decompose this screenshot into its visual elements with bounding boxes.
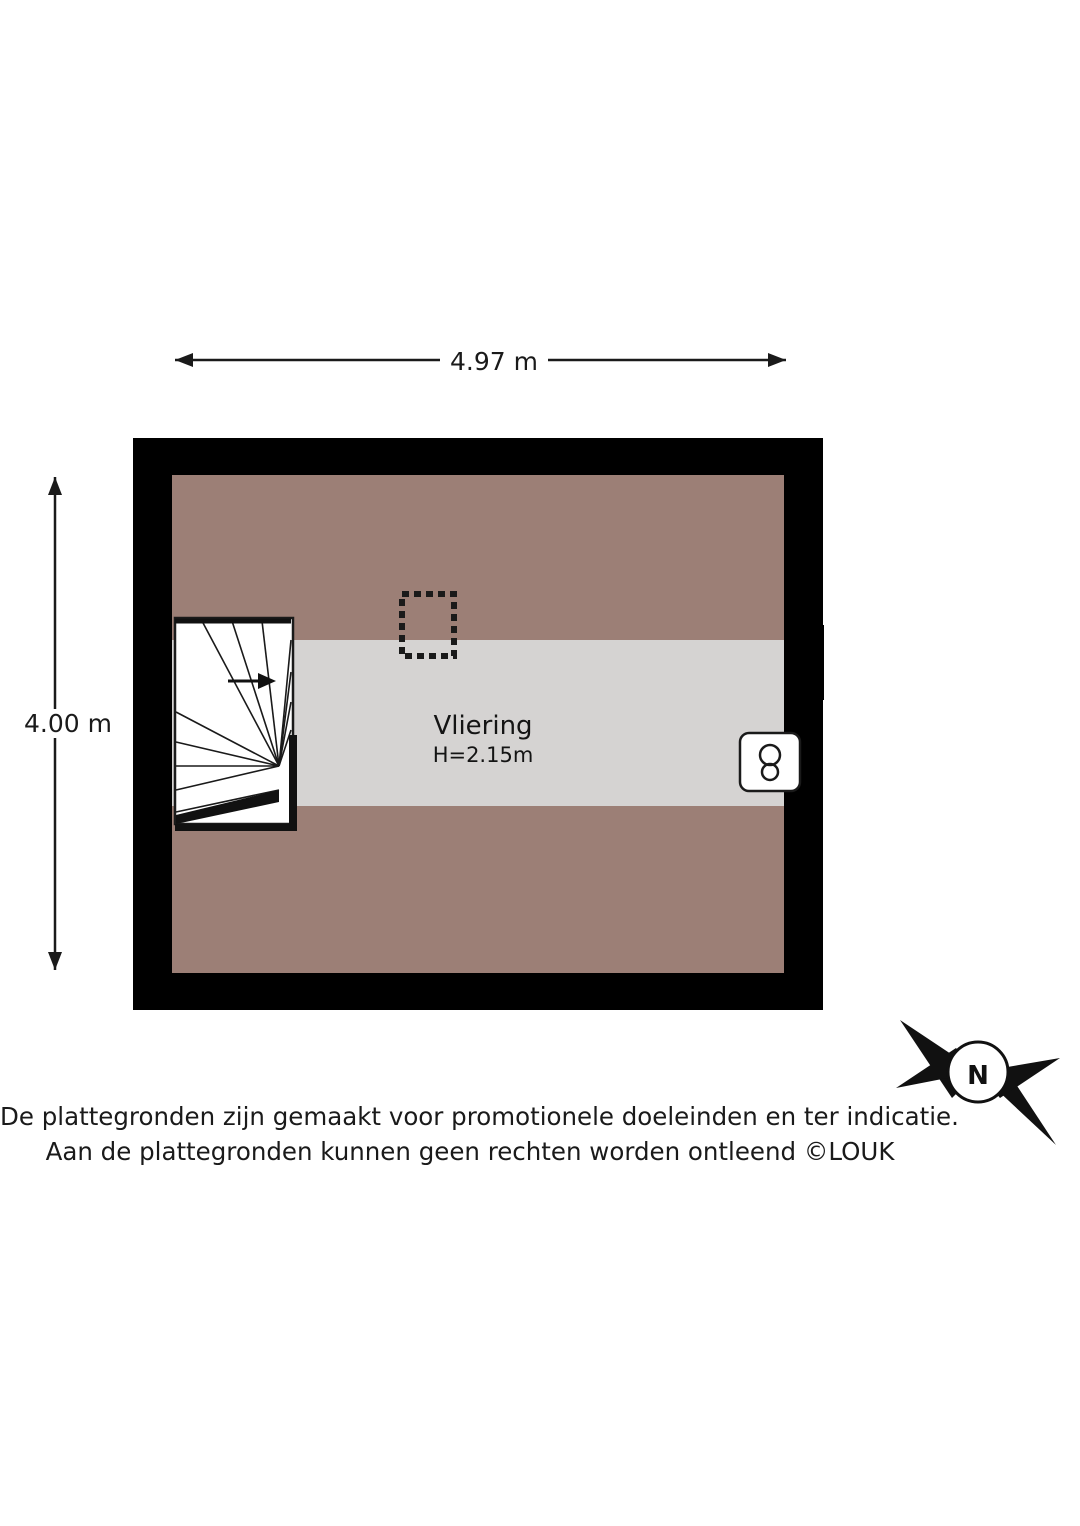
dimension-label-width: 4.97 m	[440, 347, 548, 376]
disclaimer-line-2: Aan de plattegronden kunnen geen rechten worden ontleend ©LOUK	[45, 1136, 895, 1166]
room-height: H=2.15m	[432, 742, 534, 767]
compass-north-letter: N	[967, 1061, 989, 1091]
staircase-icon	[175, 618, 297, 831]
room-name: Vliering	[433, 711, 533, 741]
disclaimer-line-1: De plattegronden zijn gemaakt voor promotionele doeleinden en ter indicatie.	[0, 1102, 959, 1131]
dimension-label-height: 4.00 m	[14, 709, 122, 738]
water-heater-icon	[740, 733, 800, 791]
room-label-vliering	[333, 712, 633, 769]
disclaimer	[0, 1100, 959, 1170]
